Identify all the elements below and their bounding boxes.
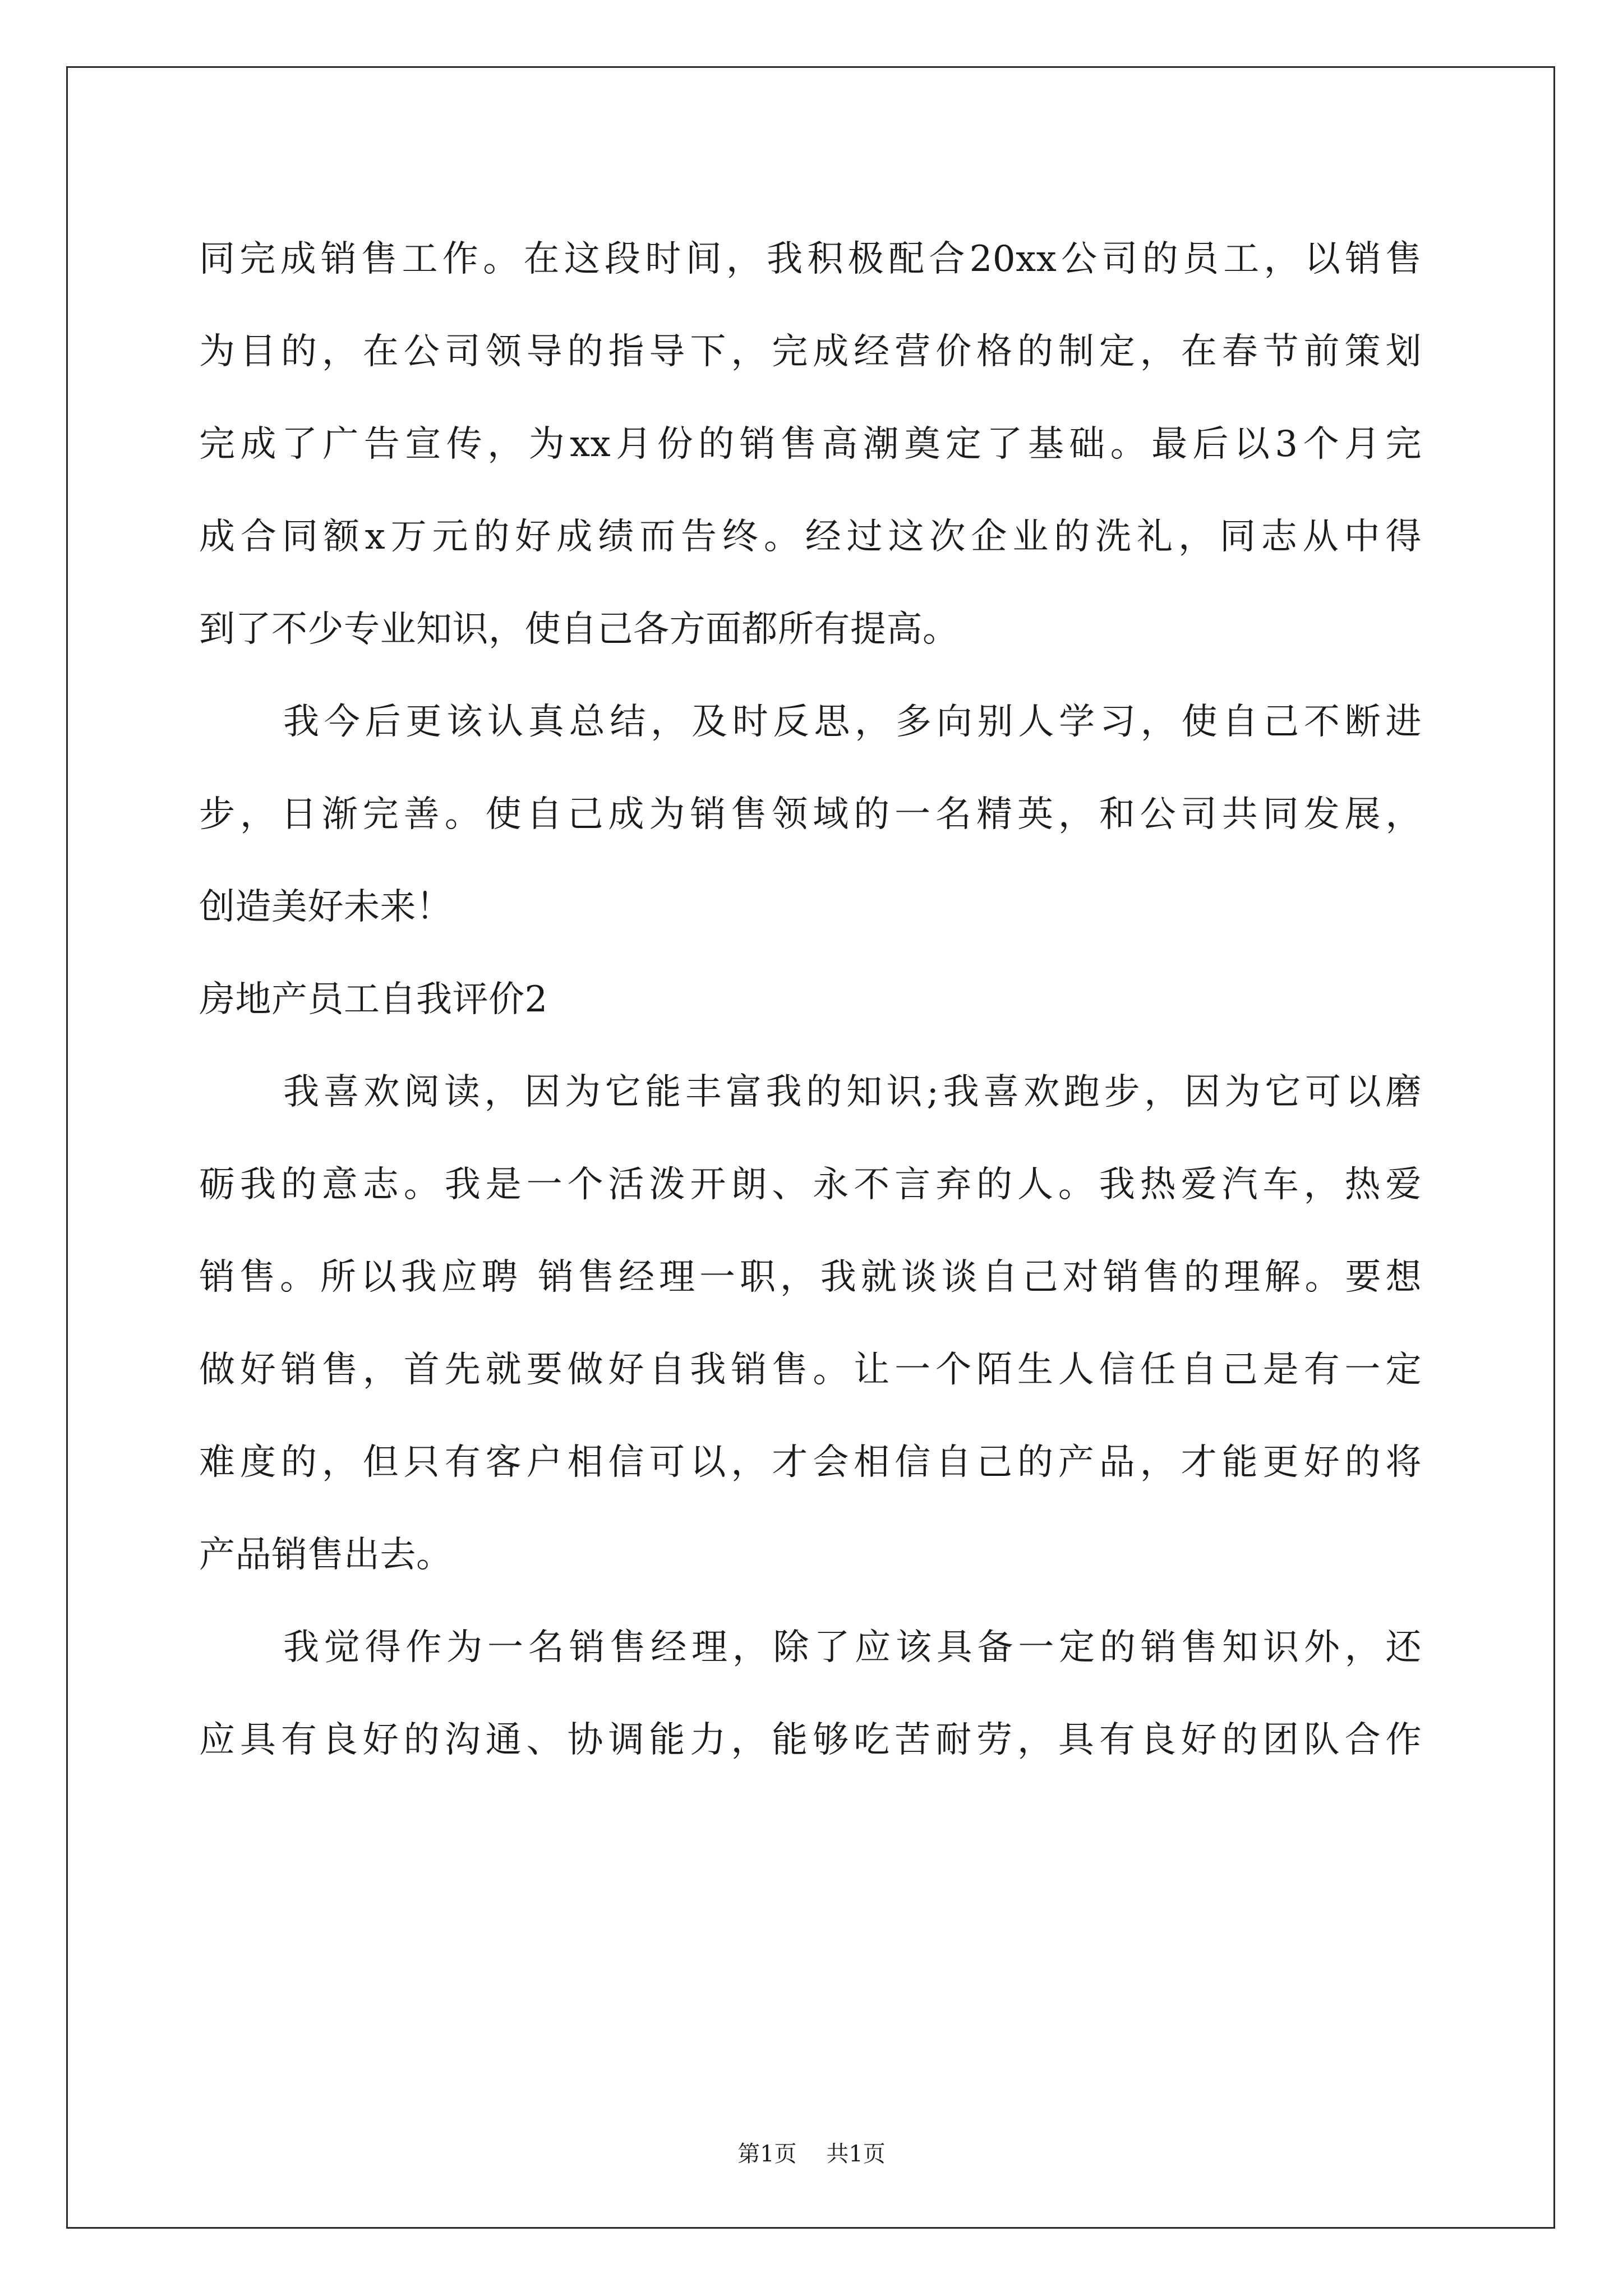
text-line: 为目的，在公司领导的指导下，完成经营价格的制定，在春节前策划 <box>199 331 1422 372</box>
text-line: 我今后更该认真总结，及时反思，多向别人学习，使自己不断进 <box>283 701 1422 743</box>
text-line: 做好销售，首先就要做好自我销售。让一个陌生人信任自己是有一定 <box>199 1349 1422 1391</box>
paragraph <box>199 676 1422 954</box>
page-footer <box>0 2137 1623 2171</box>
document-body <box>199 213 1422 1787</box>
page-number: 第1页 <box>737 2141 797 2167</box>
page-total: 共1页 <box>826 2141 886 2167</box>
text-line: 创造美好未来！ <box>199 886 453 928</box>
paragraph <box>199 1602 1422 1787</box>
text-line: 我喜欢阅读，因为它能丰富我的知识;我喜欢跑步，因为它可以磨 <box>283 1071 1422 1113</box>
text-line: 成合同额x万元的好成绩而告终。经过这次企业的洗礼，同志从中得 <box>199 516 1422 558</box>
text-line: 应具有良好的沟通、协调能力，能够吃苦耐劳，具有良好的团队合作 <box>199 1719 1422 1761</box>
paragraph <box>199 213 1422 676</box>
paragraph <box>199 1046 1422 1602</box>
text-line: 难度的，但只有客户相信可以，才会相信自己的产品，才能更好的将 <box>199 1442 1422 1483</box>
heading-text: 房地产员工自我评价2 <box>199 979 548 1020</box>
section-heading <box>199 954 1422 1046</box>
text-line: 步，日渐完善。使自己成为销售领域的一名精英，和公司共同发展， <box>199 794 1422 835</box>
text-line: 完成了广告宣传，为xx月份的销售高潮奠定了基础。最后以3个月完 <box>199 424 1422 465</box>
text-line: 到了不少专业知识，使自己各方面都所有提高。 <box>199 609 959 650</box>
text-line: 我觉得作为一名销售经理，除了应该具备一定的销售知识外，还 <box>283 1627 1422 1668</box>
text-line: 销售。所以我应聘 销售经理一职，我就谈谈自己对销售的理解。要想 <box>199 1257 1422 1298</box>
text-line: 同完成销售工作。在这段时间，我积极配合20xx公司的员工，以销售 <box>199 238 1422 280</box>
text-line: 砺我的意志。我是一个活泼开朗、永不言弃的人。我热爱汽车，热爱 <box>199 1164 1422 1205</box>
text-line: 产品销售出去。 <box>199 1534 453 1576</box>
